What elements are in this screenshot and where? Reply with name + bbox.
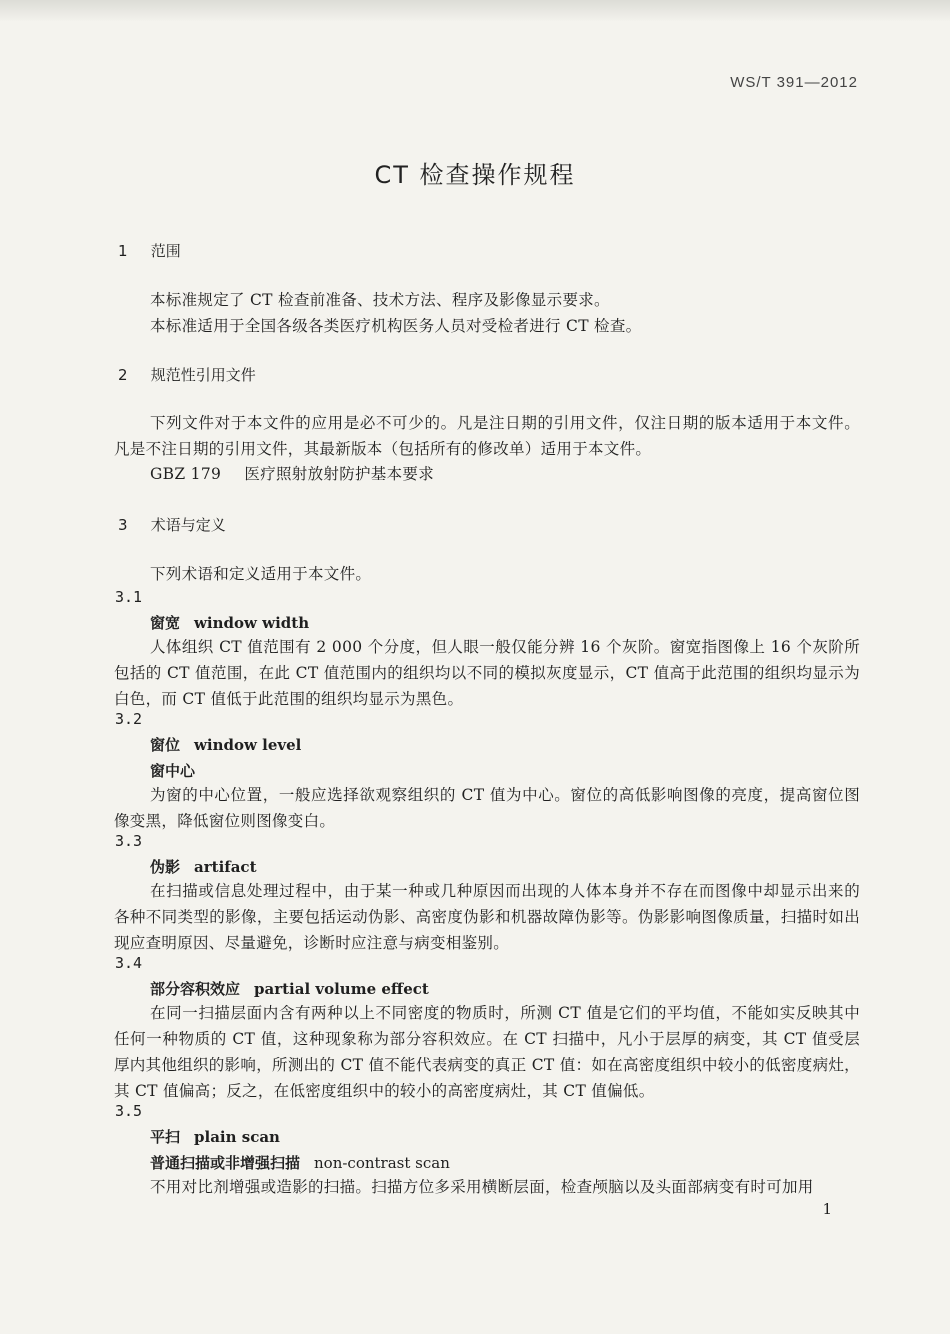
paragraph: 本标准适用于全国各级各类医疗机构医务人员对受检者进行 CT 检查。 — [150, 317, 642, 335]
term-zh: 平扫 — [150, 1128, 181, 1146]
term-zh: 窗位 — [150, 736, 181, 754]
term-alt-en: non-contrast scan — [314, 1154, 450, 1172]
term-definition: 不用对比剂增强或造影的扫描。扫描方位多采用横断层面，检查颅脑以及头面部病变有时可加用 — [150, 1178, 814, 1196]
clause-number: 3.1 — [115, 588, 143, 606]
term-definition: 为窗的中心位置，一般应选择欲观察组织的 CT 值为中心。窗位的高低影响图像的亮度，提高窗位图像变黑，降低窗位则图像变白。 — [114, 786, 860, 830]
term-alt-zh: 普通扫描或非增强扫描 — [150, 1154, 301, 1172]
term-synonym — [150, 760, 195, 781]
document-title: CT 检查操作规程 — [374, 161, 576, 189]
clause-number: 3.5 — [115, 1102, 143, 1120]
scan-edge — [0, 0, 950, 22]
reference-title: 医疗照射放射防护基本要求 — [244, 465, 434, 483]
section-title: 规范性引用文件 — [150, 366, 256, 384]
reference-code: GBZ 179 — [150, 465, 222, 483]
section-number: 2 — [118, 366, 128, 384]
term-alt-zh: 窗中心 — [150, 762, 196, 780]
term-en: artifact — [194, 858, 257, 876]
section-number: 3 — [118, 516, 128, 534]
term-zh: 部分容积效应 — [150, 980, 241, 998]
section-heading-refs — [118, 364, 256, 385]
standard-code: WS/T 391—2012 — [730, 74, 858, 91]
term-definition: 人体组织 CT 值范围有 2 000 个分度，但人眼一般仅能分辨 16 个灰阶。窗宽指图像上 16 个灰阶所包括的 CT 值范围，在此 CT 值范围内的组织均以不同的模拟灰度显示，CT 值高于此范围的组织均显示为白色，而 CT 值低于此范围的组织均显示为黑色。 — [114, 638, 860, 708]
term-heading — [150, 734, 301, 755]
term-zh: 伪影 — [150, 858, 181, 876]
paragraph: 下列文件对于本文件的应用是必不可少的。凡是注日期的引用文件，仅注日期的版本适用于本文件。凡是不注日期的引用文件，其最新版本（包括所有的修改单）适用于本文件。 — [114, 414, 860, 458]
term-heading — [150, 856, 257, 877]
paragraph: 下列术语和定义适用于本文件。 — [150, 565, 372, 583]
clause-number: 3.3 — [115, 832, 143, 850]
term-definition: 在扫描或信息处理过程中，由于某一种或几种原因而出现的人体本身并不存在而图像中却显示出来的各种不同类型的影像，主要包括运动伪影、高密度伪影和机器故障伪影等。伪影影响图像质量，扫描时如出现应查明原因、尽量避免，诊断时应注意与病变相鉴别。 — [114, 882, 860, 952]
term-definition: 在同一扫描层面内含有两种以上不同密度的物质时，所测 CT 值是它们的平均值，不能如实反映其中任何一种物质的 CT 值，这种现象称为部分容积效应。在 CT 扫描中，凡小于层厚的病变，其 CT 值受层厚内其他组织的影响，所测出的 CT 值不能代表病变的真正 CT 值：如在高密度组织中较小的低密度病灶，其 CT 值偏高；反之，在低密度组织中的较小的高密度病灶，其 CT 值偏低。 — [114, 1004, 860, 1100]
term-synonym — [150, 1152, 450, 1173]
term-zh: 窗宽 — [150, 614, 181, 632]
term-heading — [150, 978, 429, 999]
term-en: window width — [194, 614, 310, 632]
section-heading-scope — [118, 240, 181, 261]
term-en: partial volume effect — [254, 980, 429, 998]
term-heading — [150, 612, 309, 633]
section-title: 范围 — [150, 242, 181, 260]
paragraph: 本标准规定了 CT 检查前准备、技术方法、程序及影像显示要求。 — [150, 291, 610, 309]
section-number: 1 — [118, 242, 128, 260]
page-number: 1 — [822, 1200, 832, 1218]
term-heading — [150, 1126, 280, 1147]
clause-number: 3.2 — [115, 710, 143, 728]
term-en: plain scan — [194, 1128, 280, 1146]
section-title: 术语与定义 — [150, 516, 226, 534]
clause-number: 3.4 — [115, 954, 143, 972]
term-en: window level — [194, 736, 302, 754]
section-heading-terms — [118, 514, 226, 535]
normative-reference — [150, 462, 434, 484]
